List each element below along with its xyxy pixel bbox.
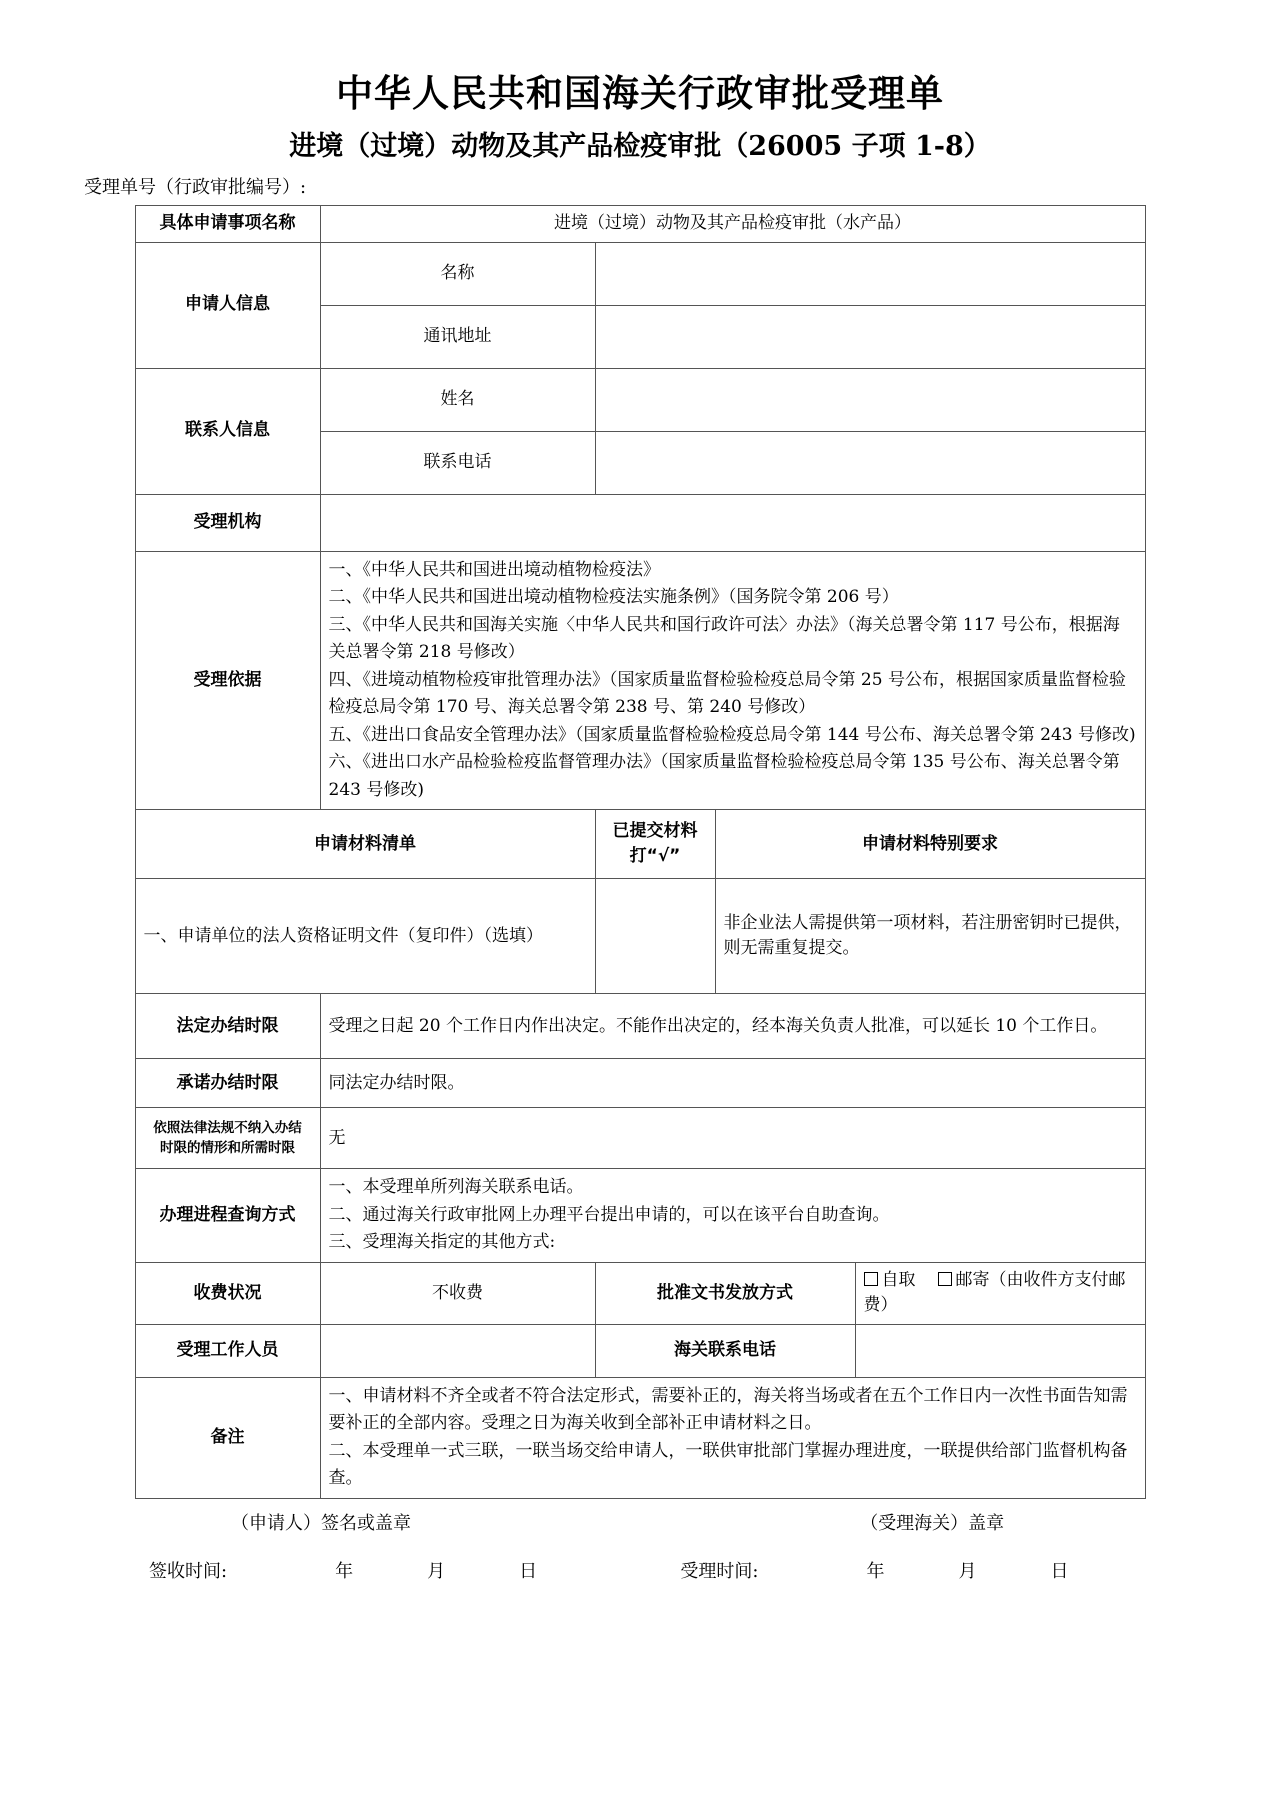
legal-basis-item: 五、《进出口食品安全管理办法》（国家质量监督检验检疫总局令第 144 号公布、海关总署令第 243 号修改): [328, 724, 1136, 745]
materials-submitted-header: [595, 810, 715, 879]
progress-inquiry-label: 办理进程查询方式: [135, 1169, 320, 1263]
applicant-name-label: 名称: [320, 242, 595, 305]
customs-phone-label: 海关联系电话: [595, 1324, 855, 1377]
applicant-address-field[interactable]: [595, 305, 1145, 368]
agency-label: 受理机构: [135, 494, 320, 551]
material-name: 一、申请单位的法人资格证明文件（复印件）（选填）: [135, 879, 595, 994]
accept-time-month: 月: [958, 1561, 977, 1582]
accept-time-day: 日: [1050, 1561, 1069, 1582]
staff-label: 受理工作人员: [135, 1324, 320, 1377]
legal-basis-item: 四、《进境动植物检疫审批管理办法》（国家质量监督检验检疫总局令第 25 号公布，根据国家质量监督检验检疫总局令第 170 号、海关总署令第 238 号、第 240 号修改）: [328, 669, 1126, 718]
legal-basis-list: [320, 551, 1145, 810]
sign-time-year: 年: [335, 1561, 354, 1582]
legal-basis-item: 三、《中华人民共和国海关实施〈中华人民共和国行政许可法〉办法》（海关总署令第 117 号公布，根据海关总署令第 218 号修改）: [328, 614, 1120, 663]
approval-form-table: [135, 205, 1146, 1499]
accept-time-year: 年: [866, 1561, 885, 1582]
excluded-limit-label-line1: 依照法律法规不纳入办结: [153, 1120, 302, 1137]
materials-submitted-header-line1: 已提交材料: [612, 820, 698, 841]
remarks-item: 一、申请材料不齐全或者不符合法定形式，需要补正的，海关将当场或者在五个工作日内一次性书面告知需要补正的全部内容。受理之日为海关收到全部补正申请材料之日。: [328, 1385, 1128, 1434]
sign-time-day: 日: [519, 1561, 538, 1582]
table-row: [135, 1262, 1145, 1324]
legal-basis-item: 六、《进出口水产品检验检疫监督管理办法》（国家质量监督检验检疫总局令第 135 号公布、海关总署令第 243 号修改): [328, 752, 1120, 800]
table-row: [135, 206, 1145, 243]
promised-limit-value: 同法定办结时限。: [320, 1059, 1145, 1108]
materials-special-header: 申请材料特别要求: [715, 810, 1145, 879]
customs-seal-label: （受理海关）盖章: [860, 1513, 1005, 1534]
legal-limit-value: 受理之日起 20 个工作日内作出决定。不能作出决定的，经本海关负责人批准，可以延长 10 个工作日。: [320, 994, 1145, 1059]
fee-status-label: 收费状况: [135, 1262, 320, 1324]
table-row: [135, 242, 1145, 305]
sign-time-label: 签收时间:: [149, 1561, 228, 1582]
table-row: [135, 879, 1145, 994]
accept-time-label: 受理时间:: [680, 1561, 759, 1582]
table-row: [135, 1108, 1145, 1169]
material-submitted-checkbox[interactable]: [595, 879, 715, 994]
accept-time-group: [680, 1557, 1145, 1583]
contact-name-field[interactable]: [595, 368, 1145, 431]
excluded-limit-label-line2: 时限的情形和所需时限: [160, 1140, 295, 1157]
contact-name-label: 姓名: [320, 368, 595, 431]
mail-label: 邮寄（由收件方支付邮费）: [863, 1269, 1126, 1316]
contact-phone-label: 联系电话: [320, 431, 595, 494]
delivery-method-label: 批准文书发放方式: [595, 1262, 855, 1324]
legal-limit-label: 法定办结时限: [135, 994, 320, 1059]
excluded-limit-label: [135, 1108, 320, 1169]
item-name-label: 具体申请事项名称: [135, 206, 320, 243]
progress-inquiry-item: 一、本受理单所列海关联系电话。: [328, 1177, 584, 1198]
applicant-name-field[interactable]: [595, 242, 1145, 305]
fee-status-value: 不收费: [320, 1262, 595, 1324]
self-pickup-label: 自取: [881, 1269, 916, 1290]
table-row: [135, 810, 1145, 879]
remarks-label: 备注: [135, 1377, 320, 1498]
item-name-value[interactable]: 进境（过境）动物及其产品检疫审批（水产品）: [320, 206, 1145, 243]
table-row: [135, 1169, 1145, 1263]
promised-limit-label: 承诺办结时限: [135, 1059, 320, 1108]
contact-phone-field[interactable]: [595, 431, 1145, 494]
remarks-list: [320, 1377, 1145, 1498]
applicant-info-label: 申请人信息: [135, 242, 320, 368]
table-row: [135, 994, 1145, 1059]
legal-basis-item: 二、《中华人民共和国进出境动植物检疫法实施条例》（国务院令第 206 号）: [328, 587, 899, 608]
page-subtitle: 进境（过境）动物及其产品检疫审批（26005 子项 1-8）: [289, 130, 991, 162]
sign-time-group: [135, 1557, 680, 1583]
legal-basis-label: 受理依据: [135, 551, 320, 810]
time-row: [135, 1557, 1145, 1583]
table-row: [135, 494, 1145, 551]
form-number-label: 受理单号（行政审批编号）:: [84, 177, 307, 199]
progress-inquiry-item: 二、通过海关行政审批网上办理平台提出申请的，可以在该平台自助查询。: [328, 1204, 890, 1225]
agency-field[interactable]: [320, 494, 1145, 551]
materials-submitted-header-line2: 打“√”: [629, 846, 681, 867]
material-requirement: 非企业法人需提供第一项材料，若注册密钥时已提供，则无需重复提交。: [715, 879, 1145, 994]
table-row: [135, 368, 1145, 431]
page-title: 中华人民共和国海关行政审批受理单: [336, 72, 944, 115]
materials-list-header: 申请材料清单: [135, 810, 595, 879]
signature-row: [135, 1509, 1145, 1535]
table-row: [135, 1324, 1145, 1377]
delivery-method-options: [855, 1262, 1145, 1324]
table-row: [135, 1059, 1145, 1108]
applicant-signature-label: （申请人）签名或盖章: [231, 1513, 411, 1534]
progress-inquiry-item: 三、受理海关指定的其他方式:: [328, 1232, 556, 1253]
table-row: [135, 551, 1145, 810]
remarks-item: 二、本受理单一式三联，一联当场交给申请人，一联供审批部门掌握办理进度，一联提供给部门监督机构备查。: [328, 1440, 1128, 1489]
excluded-limit-value: 无: [320, 1108, 1145, 1169]
table-row: [135, 1377, 1145, 1498]
legal-basis-item: 一、《中华人民共和国进出境动植物检疫法》: [328, 559, 660, 580]
applicant-address-label: 通讯地址: [320, 305, 595, 368]
sign-time-month: 月: [427, 1561, 446, 1582]
staff-field[interactable]: [320, 1324, 595, 1377]
mail-checkbox[interactable]: [938, 1272, 952, 1286]
progress-inquiry-list: [320, 1169, 1145, 1263]
self-pickup-checkbox[interactable]: [864, 1272, 878, 1286]
customs-phone-field[interactable]: [855, 1324, 1145, 1377]
contact-info-label: 联系人信息: [135, 368, 320, 494]
